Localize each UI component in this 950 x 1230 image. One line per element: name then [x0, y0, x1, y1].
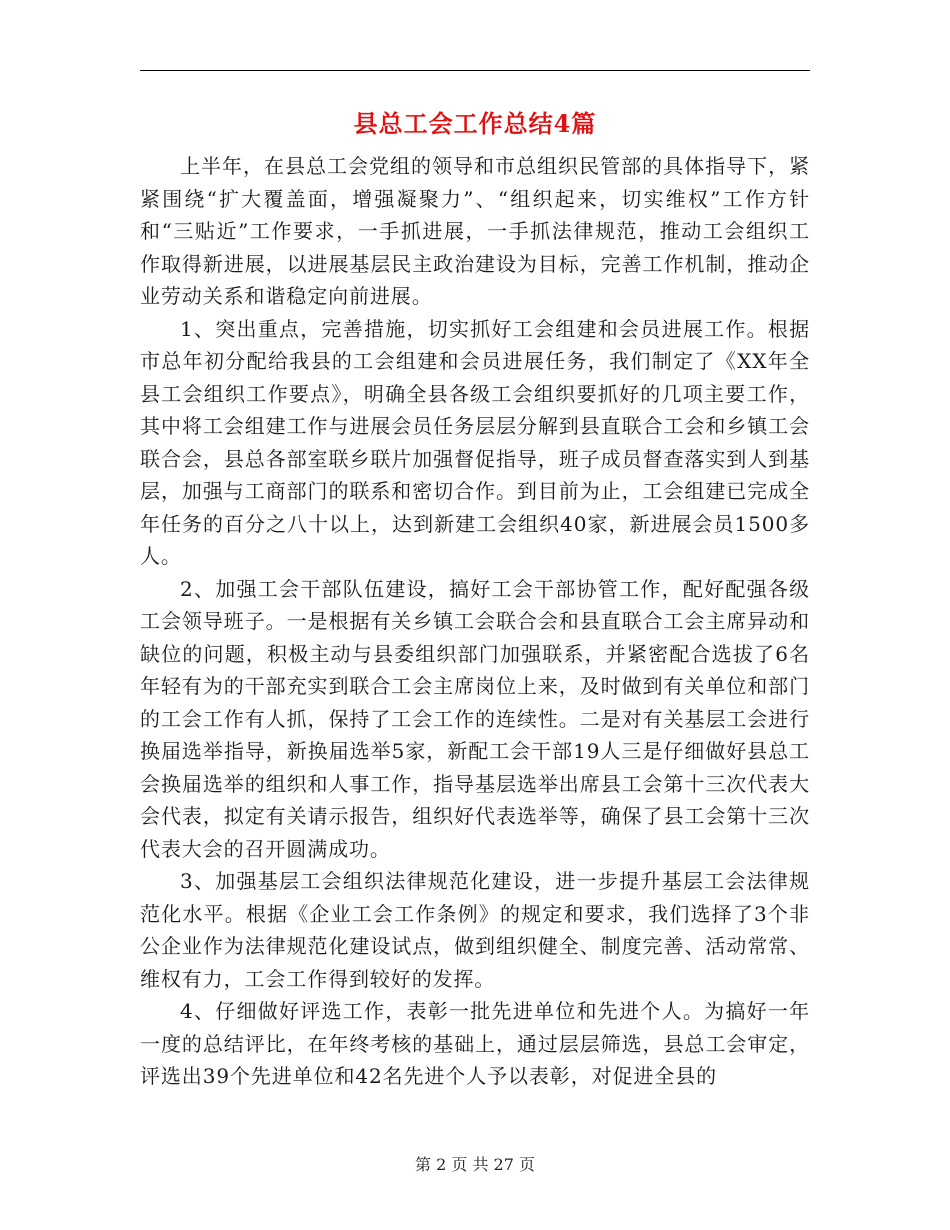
paragraph-2: 2、加强工会干部队伍建设，搞好工会干部协管工作，配好配强各级工会领导班子。一是根据有关乡镇工会联合会和县直联合工会主席异动和缺位的问题，积极主动与县委组织部门加强联系，并紧密配合选拔了6名年轻有为的干部充实到联合工会主席岗位上来，及时做到有关单位和部门的工会工作有人抓，保持了工会工作的连续性。二是对有关基层工会进行换届选举指导，新换届选举5家，新配工会干部19人三是仔细做好县总工会换届选举的组织和人事工作，指导基层选举出席县工会第十三次代表大会代表，拟定有关请示报告，组织好代表选举等，确保了县工会第十三次代表大会的召开圆满成功。	[140, 576, 810, 861]
paragraph-3: 3、加强基层工会组织法律规范化建设，进一步提升基层工会法律规范化水平。根据《企业工会工作条例》的规定和要求，我们选择了3个非公企业作为法律规范化建设试点，做到组织健全、制度完善、活动常常、维权有力，工会工作得到较好的发挥。	[140, 869, 810, 991]
header-rule	[140, 70, 810, 71]
page-number-footer: 第 2 页 共 27 页	[415, 1155, 535, 1174]
document-body	[140, 150, 810, 1093]
paragraph-1: 1、突出重点，完善措施，切实抓好工会组建和会员进展工作。根据市总年初分配给我县的工会组建和会员进展任务，我们制定了《XX年全县工会组织工作要点》，明确全县各级工会组织要抓好的几项主要工作，其中将工会组建工作与进展会员任务层层分解到县直联合工会和乡镇工会联合会，县总各部室联乡联片加强督促指导，班子成员督查落实到人到基层，加强与工商部门的联系和密切合作。到目前为止，工会组建已完成全年任务的百分之八十以上，达到新建工会组织40家，新进展会员1500多人。	[140, 316, 810, 568]
paragraph-intro: 上半年，在县总工会党组的领导和市总组织民管部的具体指导下，紧紧围绕“扩大覆盖面，增强凝聚力”、“组织起来，切实维权”工作方针和“三贴近”工作要求，一手抓进展，一手抓法律规范，推动工会组织工作取得新进展，以进展基层民主政治建设为目标，完善工作机制，推动企业劳动关系和谐稳定向前进展。	[140, 154, 810, 308]
paragraph-4: 4、仔细做好评选工作，表彰一批先进单位和先进个人。为搞好一年一度的总结评比，在年终考核的基础上，通过层层筛选，县总工会审定，评选出39个先进单位和42名先进个人予以表彰，对促进全县的	[140, 999, 810, 1088]
document-title: 县总工会工作总结4篇	[353, 109, 597, 138]
